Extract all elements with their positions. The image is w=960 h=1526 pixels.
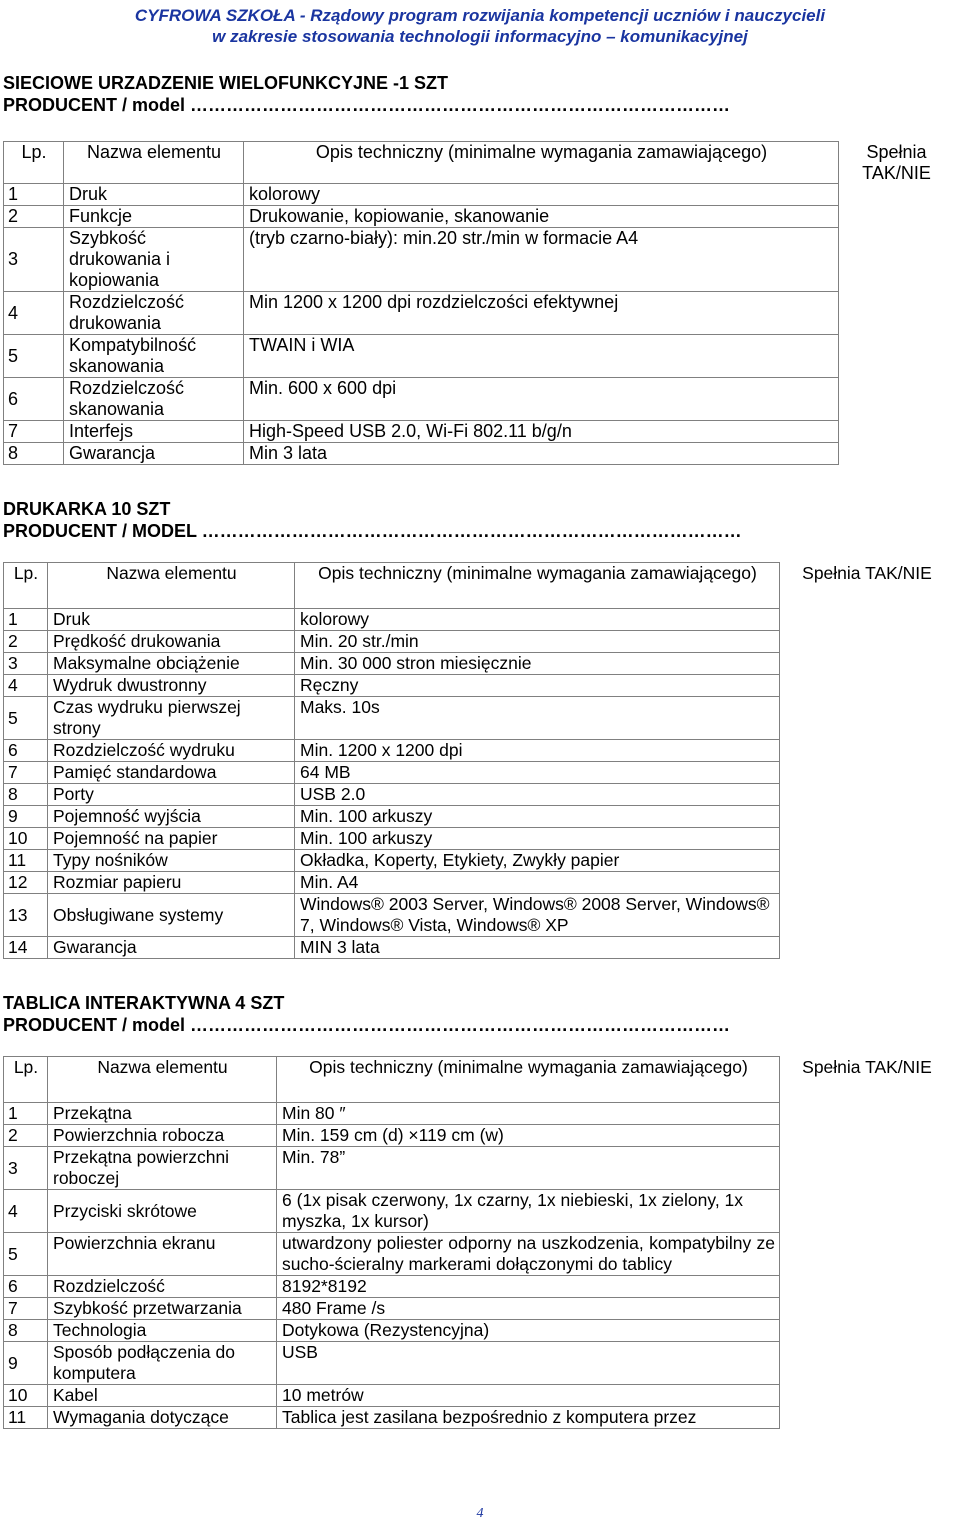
row-name: Wydruk dwustronny (48, 675, 295, 697)
row-desc: MIN 3 lata (295, 937, 780, 959)
row-compliance (780, 1233, 954, 1276)
page-number: 4 (476, 1506, 484, 1521)
row-desc: 480 Frame /s (277, 1298, 780, 1320)
row-lp: 3 (4, 228, 64, 292)
row-name: Interfejs (64, 421, 244, 443)
table-row (4, 872, 954, 894)
row-desc: TWAIN i WIA (244, 335, 839, 378)
row-compliance (780, 894, 954, 937)
row-compliance (780, 1320, 954, 1342)
table-row (4, 1407, 954, 1429)
row-name: Szybkość przetwarzania (48, 1298, 277, 1320)
row-desc: Min. 20 str./min (295, 631, 780, 653)
table-row (4, 292, 954, 335)
table-row (4, 443, 954, 465)
row-name: Sposób podłączenia do komputera (48, 1342, 277, 1385)
section-title-whiteboard: TABLICA INTERAKTYWNA 4 SZT (3, 993, 285, 1013)
table-row (4, 697, 954, 740)
row-lp: 2 (4, 206, 64, 228)
row-lp: 3 (4, 653, 48, 675)
row-name: Gwarancja (64, 443, 244, 465)
row-compliance (780, 1125, 954, 1147)
section-title-multifunction: SIECIOWE URZADZENIE WIELOFUNKCYJNE -1 SZT (3, 73, 449, 93)
row-desc: Maks. 10s (295, 697, 780, 740)
table-row (4, 740, 954, 762)
row-name: Druk (48, 609, 295, 631)
row-desc: Dotykowa (Rezystencyjna) (277, 1320, 780, 1342)
row-lp: 6 (4, 1276, 48, 1298)
row-desc: Tablica jest zasilana bezpośrednio z komputera przez (277, 1407, 780, 1429)
row-name: Prędkość drukowania (48, 631, 295, 653)
row-lp: 2 (4, 631, 48, 653)
producer-line-whiteboard: PRODUCENT / model ……………………………………………………………………………… (3, 1015, 731, 1035)
row-compliance (780, 1103, 954, 1125)
table-row (4, 184, 954, 206)
row-lp: 8 (4, 443, 64, 465)
row-name: Rozdzielczość skanowania (64, 378, 244, 421)
header-lp: Lp. (4, 563, 48, 609)
row-lp: 8 (4, 1320, 48, 1342)
row-desc: Okładka, Koperty, Etykiety, Zwykły papier (295, 850, 780, 872)
row-compliance (839, 421, 954, 443)
row-lp: 11 (4, 1407, 48, 1429)
row-lp: 4 (4, 292, 64, 335)
document-header (0, 0, 960, 47)
row-desc: 6 (1x pisak czerwony, 1x czarny, 1x niebieski, 1x zielony, 1x myszka, 1x kursor) (277, 1190, 780, 1233)
row-name: Gwarancja (48, 937, 295, 959)
table-row (4, 1298, 954, 1320)
row-lp: 10 (4, 828, 48, 850)
row-lp: 1 (4, 609, 48, 631)
row-compliance (780, 1276, 954, 1298)
row-compliance (780, 653, 954, 675)
header-name: Nazwa elementu (64, 142, 244, 184)
table-row (4, 937, 954, 959)
table-row (4, 806, 954, 828)
row-compliance (839, 378, 954, 421)
table-row (4, 206, 954, 228)
row-compliance (839, 206, 954, 228)
table-row (4, 1233, 954, 1276)
row-desc: (tryb czarno-biały): min.20 str./min w formacie A4 (244, 228, 839, 292)
row-desc: Drukowanie, kopiowanie, skanowanie (244, 206, 839, 228)
row-compliance (780, 872, 954, 894)
row-name: Pojemność wyjścia (48, 806, 295, 828)
row-lp: 1 (4, 184, 64, 206)
header-desc: Opis techniczny (minimalne wymagania zamawiającego) (277, 1057, 780, 1103)
table-row (4, 1103, 954, 1125)
header-line-1: CYFROWA SZKOŁA - Rządowy program rozwijania kompetencji uczniów i nauczycieli (134, 6, 826, 25)
spec-table-multifunction (3, 141, 954, 465)
row-name: Pamięć standardowa (48, 762, 295, 784)
row-name: Rozmiar papieru (48, 872, 295, 894)
row-name: Typy nośników (48, 850, 295, 872)
row-compliance (780, 697, 954, 740)
row-compliance (780, 631, 954, 653)
row-lp: 11 (4, 850, 48, 872)
row-compliance (839, 292, 954, 335)
row-compliance (780, 1298, 954, 1320)
row-lp: 7 (4, 762, 48, 784)
row-desc: 10 metrów (277, 1385, 780, 1407)
row-name: Rozdzielczość (48, 1276, 277, 1298)
row-desc: utwardzony poliester odporny na uszkodzenia, kompatybilny ze sucho-ścieralny markerami dołączonymi do tablicy (277, 1233, 780, 1276)
row-name: Obsługiwane systemy (48, 894, 295, 937)
row-compliance (780, 1342, 954, 1385)
row-compliance (780, 1147, 954, 1190)
row-desc: kolorowy (295, 609, 780, 631)
row-compliance (780, 937, 954, 959)
header-line-2: w zakresie stosowania technologii informacyjno – komunikacyjnej (212, 27, 748, 46)
row-lp: 12 (4, 872, 48, 894)
table-row (4, 1125, 954, 1147)
row-desc: Min 1200 x 1200 dpi rozdzielczości efektywnej (244, 292, 839, 335)
row-name: Wymagania dotyczące (48, 1407, 277, 1429)
header-name: Nazwa elementu (48, 1057, 277, 1103)
table-row (4, 653, 954, 675)
row-compliance (839, 184, 954, 206)
header-name: Nazwa elementu (48, 563, 295, 609)
row-name: Maksymalne obciążenie (48, 653, 295, 675)
table-row (4, 421, 954, 443)
row-desc: Min. 1200 x 1200 dpi (295, 740, 780, 762)
row-name: Rozdzielczość drukowania (64, 292, 244, 335)
row-name: Czas wydruku pierwszej strony (48, 697, 295, 740)
row-compliance (780, 675, 954, 697)
table-row (4, 1276, 954, 1298)
row-desc: Min. 600 x 600 dpi (244, 378, 839, 421)
table-row (4, 228, 954, 292)
row-compliance (780, 1385, 954, 1407)
table-row (4, 631, 954, 653)
row-compliance (780, 609, 954, 631)
row-desc: Min. 30 000 stron miesięcznie (295, 653, 780, 675)
header-lp: Lp. (4, 1057, 48, 1103)
header-compliance: Spełnia TAK/NIE (862, 141, 931, 183)
row-lp: 4 (4, 675, 48, 697)
table-row (4, 850, 954, 872)
row-lp: 9 (4, 1342, 48, 1385)
table-row (4, 1385, 954, 1407)
row-lp: 8 (4, 784, 48, 806)
row-desc: Windows® 2003 Server, Windows® 2008 Server, Windows® 7, Windows® Vista, Windows® XP (295, 894, 780, 937)
table-row (4, 1147, 954, 1190)
header-desc: Opis techniczny (minimalne wymagania zamawiającego) (295, 563, 780, 609)
row-lp: 10 (4, 1385, 48, 1407)
table-row (4, 609, 954, 631)
row-name: Funkcje (64, 206, 244, 228)
row-lp: 1 (4, 1103, 48, 1125)
row-name: Przyciski skrótowe (48, 1190, 277, 1233)
row-desc: Min. 100 arkuszy (295, 806, 780, 828)
row-lp: 5 (4, 1233, 48, 1276)
spec-table-printer (3, 562, 954, 959)
row-desc: USB (277, 1342, 780, 1385)
row-compliance (839, 228, 954, 292)
row-name: Pojemność na papier (48, 828, 295, 850)
spec-table-whiteboard (3, 1056, 954, 1429)
row-lp: 6 (4, 378, 64, 421)
table-row (4, 894, 954, 937)
row-desc: Min. A4 (295, 872, 780, 894)
table-row (4, 1320, 954, 1342)
row-compliance (780, 762, 954, 784)
row-compliance (780, 740, 954, 762)
row-lp: 3 (4, 1147, 48, 1190)
table-row (4, 378, 954, 421)
row-desc: Min. 78” (277, 1147, 780, 1190)
row-name: Szybkość drukowania i kopiowania (64, 228, 244, 292)
row-name: Druk (64, 184, 244, 206)
row-compliance (780, 806, 954, 828)
header-lp: Lp. (4, 142, 64, 184)
table-header-row (4, 142, 954, 184)
row-name: Rozdzielczość wydruku (48, 740, 295, 762)
row-name: Kompatybilność skanowania (64, 335, 244, 378)
row-desc: USB 2.0 (295, 784, 780, 806)
table-row (4, 335, 954, 378)
header-desc: Opis techniczny (minimalne wymagania zamawiającego) (244, 142, 839, 184)
row-name: Kabel (48, 1385, 277, 1407)
row-compliance (780, 828, 954, 850)
header-compliance: Spełnia TAK/NIE (802, 1056, 932, 1077)
row-desc: Min. 100 arkuszy (295, 828, 780, 850)
row-desc: Min. 159 cm (d) ×119 cm (w) (277, 1125, 780, 1147)
row-compliance (839, 443, 954, 465)
row-name: Technologia (48, 1320, 277, 1342)
row-desc: Min 3 lata (244, 443, 839, 465)
row-lp: 14 (4, 937, 48, 959)
row-desc: Ręczny (295, 675, 780, 697)
table-row (4, 828, 954, 850)
producer-line-printer: PRODUCENT / MODEL ……………………………………………………………………………… (3, 521, 742, 541)
table-row (4, 675, 954, 697)
table-row (4, 1342, 954, 1385)
row-lp: 7 (4, 421, 64, 443)
row-compliance (839, 335, 954, 378)
row-compliance (780, 850, 954, 872)
producer-line-multifunction: PRODUCENT / model ……………………………………………………………………………… (3, 95, 731, 115)
section-title-printer: DRUKARKA 10 SZT (3, 499, 171, 519)
row-lp: 5 (4, 697, 48, 740)
row-name: Porty (48, 784, 295, 806)
table-header-row (4, 563, 954, 609)
row-lp: 7 (4, 1298, 48, 1320)
row-name: Powierzchnia ekranu (48, 1233, 277, 1276)
row-desc: 64 MB (295, 762, 780, 784)
row-desc: kolorowy (244, 184, 839, 206)
row-lp: 2 (4, 1125, 48, 1147)
row-lp: 4 (4, 1190, 48, 1233)
table-row (4, 784, 954, 806)
table-header-row (4, 1057, 954, 1103)
row-desc: High-Speed USB 2.0, Wi-Fi 802.11 b/g/n (244, 421, 839, 443)
row-lp: 9 (4, 806, 48, 828)
row-compliance (780, 1407, 954, 1429)
row-desc: Min 80 ″ (277, 1103, 780, 1125)
header-compliance: Spełnia TAK/NIE (802, 562, 932, 583)
row-lp: 13 (4, 894, 48, 937)
row-name: Przekątna (48, 1103, 277, 1125)
row-lp: 5 (4, 335, 64, 378)
row-compliance (780, 1190, 954, 1233)
row-compliance (780, 784, 954, 806)
table-row (4, 1190, 954, 1233)
row-name: Powierzchnia robocza (48, 1125, 277, 1147)
row-name: Przekątna powierzchni roboczej (48, 1147, 277, 1190)
table-row (4, 762, 954, 784)
row-desc: 8192*8192 (277, 1276, 780, 1298)
row-lp: 6 (4, 740, 48, 762)
